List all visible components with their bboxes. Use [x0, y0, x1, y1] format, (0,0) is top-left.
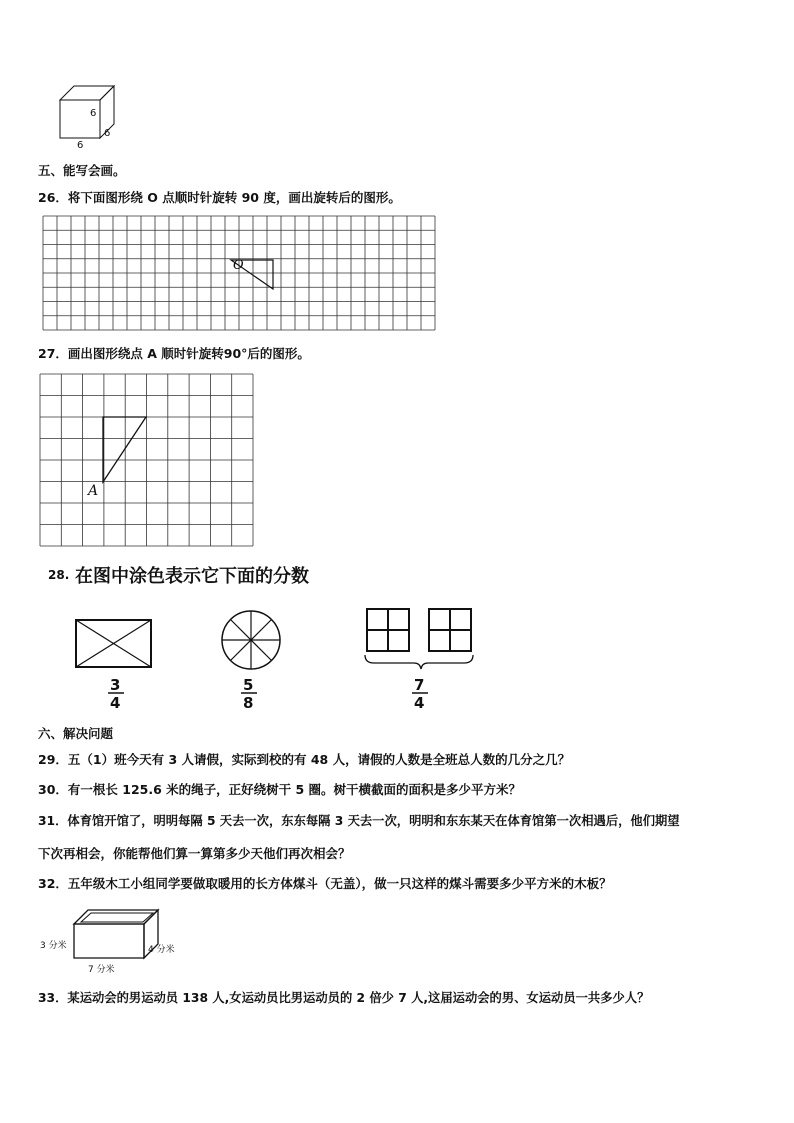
q32-label-width: 4 分米: [148, 945, 175, 955]
q28-squares-shape: [365, 609, 473, 669]
q28-number: 28.: [48, 568, 70, 582]
q28-rectangle-shape: [76, 620, 151, 667]
q28-circle-shape: [222, 611, 280, 669]
q26-grid: [43, 216, 435, 330]
q32-text: 32．五年级木工小组同学要做取暖用的长方体煤斗（无盖），做一只这样的煤斗需要多少平方米的木板？: [38, 876, 612, 891]
q28-fraction1-num: 3: [110, 676, 121, 694]
q27-text: 27．画出图形绕点 A 顺时针旋转90°后的图形。: [38, 346, 310, 361]
cube-label-bottom: 6: [77, 140, 84, 151]
q31-text-line2: 下次再相会，你能帮他们算一算第多少天他们再次相会？: [38, 846, 351, 861]
q29-text: 29．五（1）班今天有 3 人请假，实际到校的有 48 人，请假的人数是全班总人数的几分之几？: [38, 752, 571, 767]
q32-label-height: 3 分米: [40, 941, 67, 951]
q28-fraction3-den: 4: [414, 694, 425, 712]
q28-fraction2-num: 5: [243, 676, 254, 694]
q27-grid: [40, 374, 255, 548]
q32-label-length: 7 分米: [88, 965, 115, 975]
q27-point-a: A: [88, 483, 99, 499]
q30-text: 30．有一根长 125.6 米的绳子，正好绕树干 5 圈。树干横截面的面积是多少平方米？: [38, 782, 522, 797]
q28-fraction3-num: 7: [414, 676, 425, 694]
q28-fraction1-den: 4: [110, 694, 121, 712]
section6-title: 六、解决问题: [38, 726, 114, 741]
q33-text: 33．某运动会的男运动员 138 人,女运动员比男运动员的 2 倍少 7 人,这届运动会的男、女运动员一共多少人？: [38, 991, 650, 1005]
q26-text: 26．将下面图形绕 O 点顺时针旋转 90 度，画出旋转后的图形。: [38, 190, 401, 205]
q28-text: 在图中涂色表示它下面的分数: [75, 566, 309, 587]
q28-fraction2-den: 8: [243, 694, 254, 712]
section5-title: 五、能写会画。: [38, 163, 126, 178]
cube-figure: [52, 82, 122, 152]
q26-point-o: O: [233, 258, 244, 273]
cube-label-side: 6: [104, 128, 111, 139]
q31-text-line1: 31．体育馆开馆了，明明每隔 5 天去一次，东东每隔 3 天去一次，明明和东东某天在体育馆第一次相遇后，他们期望: [38, 814, 680, 828]
cube-label-front: 6: [90, 108, 97, 119]
